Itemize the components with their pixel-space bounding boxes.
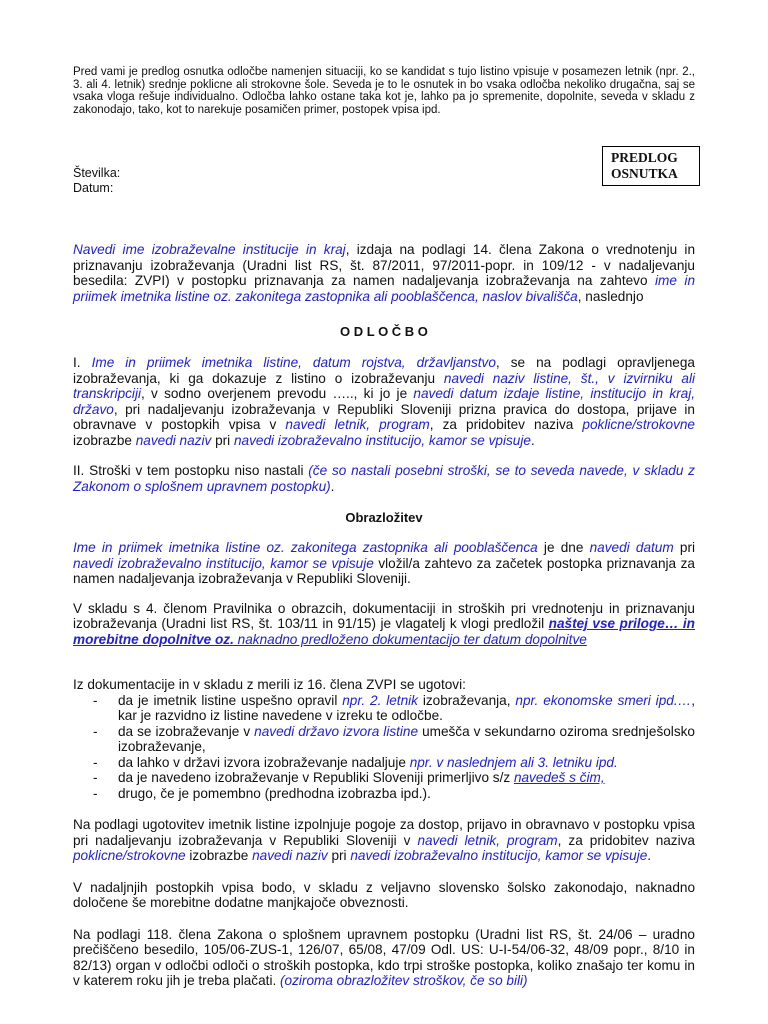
body-text: , izdaja na podlagi 14. člena Zakona o vrednotenju in priznavanju izobraževanja (Uradni list RS, št. 87/2011, 97/2011-popr. in 109/12 - v nadaljevanju besedila: ZVPI) v postopku priznavanja za namen nadaljevanja izobraževanja na zahtevo xyxy=(73,242,696,288)
body-text: . xyxy=(530,432,535,448)
obligations-paragraph: V nadaljnjih postopkih vpisa bodo, v skladu z veljavno slovensko šolsko zakonodajo, naknadno določene še morebitne dodatne manjkajoče obveznosti. xyxy=(73,879,695,910)
issuer-paragraph xyxy=(73,242,695,304)
body-text: pri xyxy=(673,540,696,555)
placeholder-text: navedeš s čim, xyxy=(513,770,605,785)
stamp-line-1: PREDLOG xyxy=(611,150,678,165)
body-text: , se na podlagi opravljenega izobraževanja, ki ga dokazuje z listino o izobraževanju xyxy=(73,355,695,386)
costs-paragraph xyxy=(73,927,695,989)
body-text: Na podlagi 118. člena Zakona o splošnem upravnem postopku (Uradni list RS, št. 24/06 – uradno prečiščeno besedilo, 105/06-ZUS-1, 126/07, 65/08, 47/09 Odl. US: U-I-54/06-32, 48/09 popr., 8/10 in 82/13) organ v odločbi odloči o stroških postopka, kdo trpi stroške postopka, koliko znašajo ter komu in v katerem roku jih je treba plačati. xyxy=(73,926,695,988)
body-text: umešča v sekundarno oziroma srednješolsko izobraževanje, xyxy=(118,723,695,754)
body-text: , v sodno overjenem prevodu ….., ki jo je xyxy=(140,386,414,401)
body-text: da je imetnik listine uspešno opravil xyxy=(118,692,343,708)
body-text: I. xyxy=(73,355,92,370)
decision-heading: O D L O Č B O xyxy=(340,324,428,339)
body-text: II. Stroški v tem postopku niso nastali xyxy=(73,463,309,478)
placeholder-text: npr. v naslednjem ali 3. letniku ipd. xyxy=(409,754,618,770)
document-page xyxy=(73,66,695,989)
placeholder-text: npr. 2. letnik xyxy=(342,692,418,708)
list-item xyxy=(73,755,695,771)
body-text: Na podlagi ugotovitev imetnik listine izpolnjuje pogoje za dostop, prijavo in obravnavo v postopku vpisa pri nadaljevanju izobraževanja v Republiki Sloveniji v xyxy=(73,817,695,848)
body-text: vložil/a zahtevo za začetek postopka priznavanja za namen nadaljevanja izobraževanja v Republiki Sloveniji. xyxy=(73,555,695,586)
body-text: , naslednjo xyxy=(577,288,644,304)
body-text: izobrazbe xyxy=(185,848,253,863)
body-text: , za pridobitev naziva xyxy=(557,832,695,848)
placeholder-text: navedi letnik, program xyxy=(417,832,558,848)
placeholder-text: npr. ekonomske smeri ipd.… xyxy=(515,692,692,708)
placeholder-text: (če so nastali posebni stroški, se to seveda navede, v skladu z Zakonom o splošnem upravnem postopku) xyxy=(73,463,695,494)
placeholder-text: navedi datum izdaje listine, institucijo in kraj, državo xyxy=(73,386,695,417)
number-label: Številka: xyxy=(73,166,121,180)
body-text: da lahko v državi izvora izobraževanje nadaljuje xyxy=(118,754,410,770)
list-item xyxy=(73,786,695,802)
date-label: Datum: xyxy=(73,181,114,195)
body-text: drugo, če je pomembno (predhodna izobrazba ipd.). xyxy=(118,785,431,801)
body-text: izobrazbe xyxy=(73,432,136,448)
placeholder-text: navedi izobraževalno institucijo, kamor se vpisuje xyxy=(233,432,531,448)
decision-paragraph-1 xyxy=(73,355,695,448)
reasoning-heading: Obrazložitev xyxy=(345,510,423,525)
findings-intro: Iz dokumentacije in v skladu z merili iz 16. člena ZVPI se ugotovi: xyxy=(73,677,466,692)
list-item xyxy=(73,724,695,755)
body-text: , kar je razvidno iz listine navedene v izreku te odločbe. xyxy=(118,692,695,723)
eligibility-paragraph xyxy=(73,817,695,864)
placeholder-text: navedi letnik, program xyxy=(285,417,430,432)
placeholder-text: naknadno predloženo dokumentacijo ter datum dopolnitve xyxy=(233,631,587,647)
placeholder-text: Ime in priimek imetnika listine oz. zakonitega zastopnika ali pooblaščenca xyxy=(73,540,538,555)
placeholder-text: navedi naziv listine, št., v izvirniku ali transkripciji xyxy=(73,370,695,401)
body-text: V skladu s 4. členom Pravilnika o obrazcih, dokumentaciji in stroških pri vrednotenju in priznavanju izobraževanja (Uradni list RS, št. 103/11 in 91/15) je vlagatelj k vlogi predložil xyxy=(73,600,695,631)
body-text: je dne xyxy=(537,540,590,555)
placeholder-text: navedi datum xyxy=(589,540,674,555)
placeholder-text: poklicne/strokovne xyxy=(582,417,695,432)
placeholder-text: poklicne/strokovne xyxy=(73,848,186,863)
body-text: da je navedeno izobraževanje v Republiki Sloveniji primerljivo s/z xyxy=(118,770,514,785)
stamp-line-2: OSNUTKA xyxy=(611,166,678,181)
decision-paragraph-2 xyxy=(73,463,695,494)
attachments-placeholder: naštej vse priloge… in morebitne dopolnitve oz. xyxy=(73,616,695,647)
placeholder-text: navedi naziv xyxy=(252,848,328,863)
placeholder-text: navedi izobraževalno institucijo, kamor se vpisuje xyxy=(350,848,648,863)
intro-paragraph: Pred vami je predlog osnutka odločbe namenjen situaciji, ko se kandidat s tujo listino vpisuje v posamezen letnik (npr. 2., 3. ali 4. letnik) srednje poklicne ali strokovne šole. Seveda je to le osnutek in bo vsaka odločba nekoliko drugačna, saj se vsaka vloga rešuje individualno. Odločba lahko ostane taka kot je, lahko pa jo spremenite, dopolnite, seveda v skladu z zakonodajo, tako, kot to narekuje posamičen primer, postopek vpisa ipd. xyxy=(73,66,695,116)
body-text: , za pridobitev naziva xyxy=(429,417,583,432)
placeholder-text: Navedi ime izobraževalne institucije in kraj xyxy=(73,242,346,257)
list-item xyxy=(73,693,695,724)
placeholder-text: (oziroma obrazložitev stroškov, če so bili) xyxy=(280,973,528,988)
placeholder-text: navedi naziv xyxy=(135,432,212,448)
body-text: izobraževanja, xyxy=(417,692,516,708)
reasoning-paragraph-2 xyxy=(73,601,695,648)
findings-list xyxy=(73,693,695,802)
placeholder-text: ime in priimek imetnika listine oz. zakonitega zastopnika ali pooblaščenca, naslov bivališča xyxy=(73,273,695,304)
reasoning-paragraph-1 xyxy=(73,540,695,587)
body-text: pri xyxy=(211,432,234,448)
body-text: pri xyxy=(327,848,351,863)
placeholder-text: Ime in priimek imetnika listine, datum rojstva, državljanstvo xyxy=(91,355,496,370)
list-item xyxy=(73,770,695,786)
body-text: da se izobraževanje v xyxy=(118,723,255,739)
body-text: . xyxy=(647,848,652,863)
placeholder-text: navedi državo izvora listine xyxy=(254,723,419,739)
placeholder-text: navedi izobraževalno institucijo, kamor se vpisuje xyxy=(73,555,374,571)
body-text: , pri nadaljevanju izobraževanja v Republiki Sloveniji prizna pravica do dostopa, prijave in obravnave v postopkih vpisa v xyxy=(73,401,695,432)
body-text: . xyxy=(330,478,335,494)
